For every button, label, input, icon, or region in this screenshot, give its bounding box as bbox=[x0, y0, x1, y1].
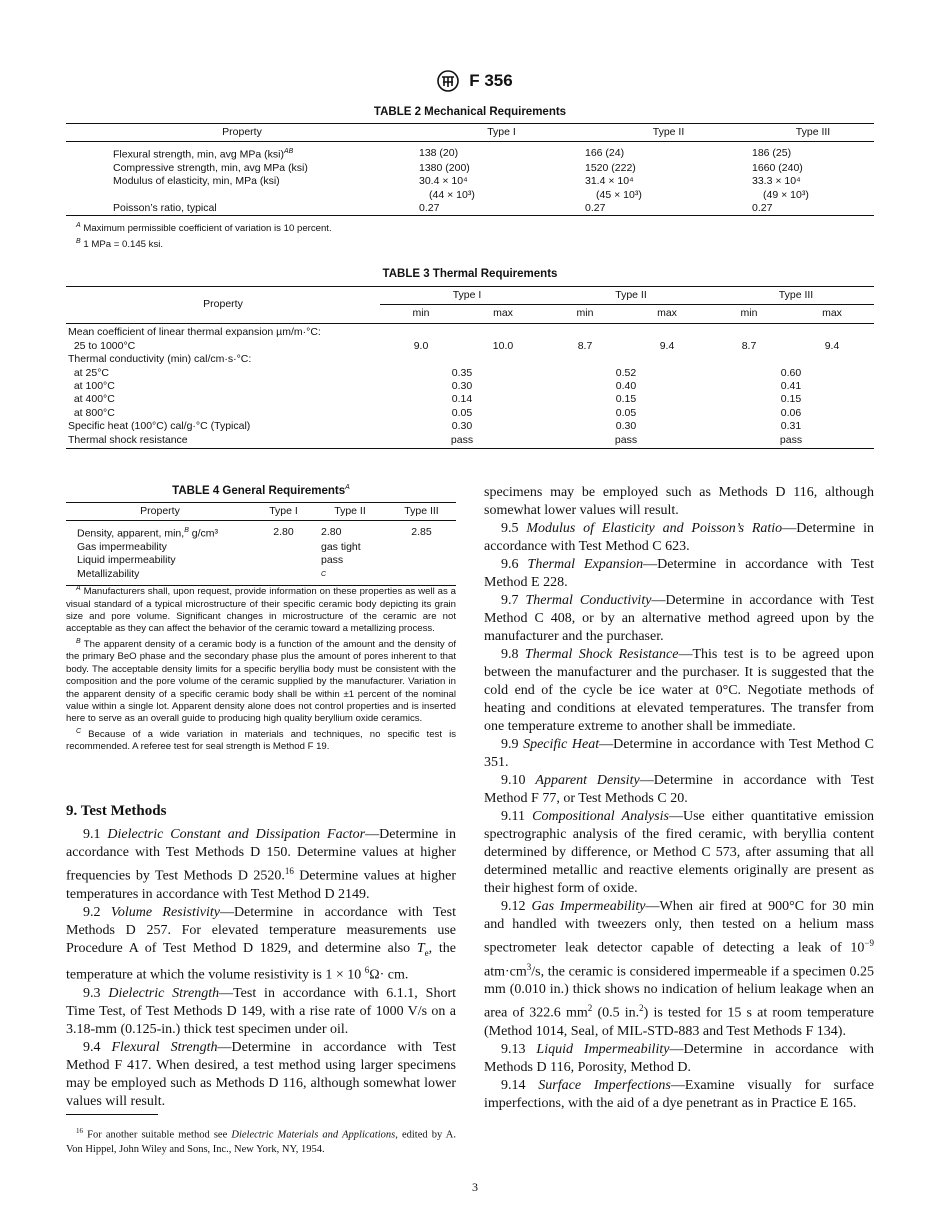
table3-cell: at 100°C bbox=[68, 379, 115, 392]
footnote: $^B$ 1 MPa = 0.145 ksi. bbox=[76, 237, 164, 250]
table3-cell: 25 to 1000°C bbox=[68, 339, 136, 352]
footnote-16: $^{16}$ For another suitable method see Dielectric Materials and Applications, edited by A. Von Hippel, John Wiley and Sons, Inc., New York, NY, 1954. bbox=[66, 1127, 456, 1155]
table2-cell: Poisson’s ratio, typical bbox=[113, 202, 217, 215]
table-row bbox=[66, 420, 874, 433]
footnote-ref: AB bbox=[283, 147, 294, 155]
standard-designation: F 356 bbox=[469, 71, 513, 90]
table3-cell: Specific heat (100°C) cal/g·°C (Typical) bbox=[68, 420, 251, 433]
table3-cell: 9.4 bbox=[659, 339, 675, 352]
paragraph-9-13: 9.13 Liquid Impermeability—Determine in accordance with Methods D 116, Porosity, Method D. bbox=[484, 1041, 874, 1075]
table4-cell: 2.85 bbox=[411, 525, 432, 538]
table3-cell: pass bbox=[450, 433, 474, 446]
table2-cell: 30.4 × 10⁴ bbox=[419, 175, 468, 188]
table-row bbox=[66, 202, 874, 216]
table-row bbox=[66, 434, 874, 447]
table-row bbox=[66, 353, 874, 366]
table-row: Gas impermeability gas tight bbox=[66, 541, 456, 554]
table4-header-type3: Type III bbox=[387, 503, 456, 521]
table-row: Liquid impermeability pass bbox=[66, 554, 456, 567]
table4-header-property: Property bbox=[66, 503, 254, 521]
table2-cell: 1660 (240) bbox=[752, 161, 803, 174]
table2-cell: 186 (25) bbox=[752, 146, 792, 159]
table4-caption: TABLE 4 General Requirements$^A$ bbox=[172, 484, 350, 497]
table2-caption: TABLE 2 Mechanical Requirements bbox=[373, 106, 567, 118]
table2-cell: 138 (20) bbox=[419, 146, 459, 159]
table4-cell bbox=[387, 554, 456, 567]
table2-cell bbox=[66, 189, 418, 202]
table3-header-max: max bbox=[626, 305, 708, 323]
table2-cell: 166 (24) bbox=[585, 146, 625, 159]
table3-cell: 9.0 bbox=[413, 339, 429, 352]
footnote: $^C$ Because of a wide variation in materials and techniques, no specific test is recommended. A referee test for seal strength is Method F 19. bbox=[66, 727, 456, 753]
table2-cell: (44 × 10³) bbox=[429, 188, 475, 201]
table2-footnotes bbox=[76, 220, 866, 251]
table2-header-type1: Type I bbox=[418, 124, 585, 142]
table-row bbox=[66, 162, 874, 175]
table2 bbox=[66, 123, 874, 216]
paragraph-9-14: 9.14 Surface Imperfections—Examine visually for surface imperfections, with the aid of a dye penetrant as in Practice E 165. bbox=[484, 1077, 875, 1111]
table4-cell bbox=[254, 554, 313, 567]
paragraph-9-10: 9.10 Apparent Density—Determine in accordance with Test Method F 77, or Test Methods C 20. bbox=[484, 773, 875, 806]
table-row bbox=[66, 145, 874, 162]
table2-cell: (45 × 10³) bbox=[596, 188, 642, 201]
table2-cell: Modulus of elasticity, min, MPa (ksi) bbox=[113, 175, 280, 188]
table3-cell: 10.0 bbox=[492, 339, 514, 352]
table2-cell: 0.27 bbox=[419, 202, 440, 215]
table3-header-min: min bbox=[544, 305, 626, 323]
table2-header-type3: Type III bbox=[752, 124, 874, 142]
table-row bbox=[66, 380, 874, 393]
table3-cell: Mean coefficient of linear thermal expansion µm/m·°C: bbox=[68, 326, 321, 339]
paragraph-9-6: 9.6 Thermal Expansion—Determine in accordance with Test Method E 228. bbox=[484, 557, 874, 590]
table3 bbox=[66, 286, 874, 449]
paragraph-9-5: 9.5 Modulus of Elasticity and Poisson’s Ratio—Determine in accordance with Test Method C 623. bbox=[484, 521, 874, 554]
table3-header-type3: Type III bbox=[708, 287, 874, 305]
footnote: $^B$ The apparent density of a ceramic body is a function of the amount and the density of the primary BeO phase and the secondary phase plus the amount of pores inherent to that body. The acceptable density limits for a specific beryllia body must be consistent with the composition and the pore volume of the ceramic supplied by the manufacturer. Variation in the apparent density of a specific ceramic body shall be within ±1 percent of the nominal value within a single lot. Apparent density alone does not control properties and is inserted here to serve as an overall guide to producing high quality beryllium oxide ceramics. bbox=[66, 637, 456, 725]
section-heading: 9. Test Methods bbox=[66, 803, 167, 819]
table3-cell: 0.40 bbox=[615, 379, 637, 392]
table3-cell: at 800°C bbox=[68, 406, 115, 419]
table-row: Density, apparent, min,$^B$ g/cm³ 2.80 2.80 2.85 bbox=[66, 524, 456, 541]
table3-cell: 0.35 bbox=[451, 366, 473, 379]
table3-cell: at 25°C bbox=[68, 366, 109, 379]
table2-cell: 0.27 bbox=[585, 202, 606, 215]
left-column bbox=[66, 826, 456, 1110]
right-column bbox=[484, 484, 874, 1113]
table2-cell: (49 × 10³) bbox=[763, 188, 809, 201]
table4-cell bbox=[254, 541, 313, 554]
page-header bbox=[0, 70, 950, 92]
table3-cell: 0.52 bbox=[615, 366, 637, 379]
table-row bbox=[66, 367, 874, 380]
table3-header-min: min bbox=[708, 305, 790, 323]
table4-cell: 2.80 bbox=[273, 525, 294, 538]
table4 bbox=[66, 502, 456, 586]
table-row bbox=[66, 175, 874, 188]
table2-header-property: Property bbox=[66, 124, 418, 142]
table3-header-min: min bbox=[380, 305, 462, 323]
table3-header-max: max bbox=[790, 305, 874, 323]
table3-cell: pass bbox=[779, 433, 803, 446]
table3-cell: 0.30 bbox=[451, 420, 473, 433]
table3-header-max: max bbox=[462, 305, 544, 323]
table-row bbox=[66, 393, 874, 406]
table2-cell: 1380 (200) bbox=[419, 161, 470, 174]
table3-cell: 8.7 bbox=[577, 339, 593, 352]
paragraph-9-8: 9.8 Thermal Shock Resistance—This test is to be agreed upon between the manufacturer and the purchaser. It is suggested that the cold end of the cycle be ice water at 0°C. Negotiate methods of heating and conditions at elevated temperatures. The transfer from one temperature extreme to another shall be immediate. bbox=[484, 647, 875, 734]
paragraph-9-11: 9.11 Compositional Analysis—Use either quantitative emission spectrographic analysis of the fired ceramic, with beryllia content determined by difference, or Method C 573, after assuming that all determined metallic and reactive elements originally are present as their highest form of oxide. bbox=[484, 809, 874, 896]
astm-logo-icon bbox=[437, 70, 459, 92]
table4-cell: pass bbox=[321, 554, 344, 567]
footnote: $^A$ Manufacturers shall, upon request, provide information on these properties as well as a visual standard of a typical microstructure of their specific ceramic body depicting its grain size and pore volume. Significant changes in microstructure of the ceramic are not acceptable as they can affect the behavior of the ceramic toward a metallizing process. bbox=[66, 585, 456, 635]
paragraph-9-4: 9.4 Flexural Strength—Determine in accordance with Test Method F 417. When desired, a test method using larger specimens may be employed such as Methods D 116, although somewhat lower values will result. bbox=[66, 1040, 456, 1110]
table3-cell: 0.05 bbox=[615, 406, 637, 419]
table3-header-type1: Type I bbox=[380, 287, 544, 305]
page-number: 3 bbox=[472, 1180, 478, 1194]
table-row: Metallizability $^C$ bbox=[66, 568, 456, 585]
table3-cell: 0.60 bbox=[780, 366, 802, 379]
table4-header-type2: Type II bbox=[313, 503, 387, 521]
table3-caption: TABLE 3 Thermal Requirements bbox=[382, 268, 558, 280]
table2-cell: 31.4 × 10⁴ bbox=[585, 175, 634, 188]
footnote-rule bbox=[66, 1114, 158, 1115]
paragraph-9-1: 9.1 Dielectric Constant and Dissipation Factor—Determine in accordance with Test Methods D 150. Determine values at higher frequencies by Test Methods D 2520.16 Determine values at higher temperatures in accordance with Test Method D 2149. bbox=[66, 827, 456, 902]
table2-header-type2: Type II bbox=[585, 124, 752, 142]
table3-cell: 0.14 bbox=[451, 393, 473, 406]
paragraph-9-7: 9.7 Thermal Conductivity—Determine in accordance with Test Method C 408, or by an alternative method agreed upon by the manufacturer and the purchaser. bbox=[484, 593, 874, 644]
paragraph-9-9: 9.9 Specific Heat—Determine in accordance with Test Method C 351. bbox=[484, 737, 875, 770]
paragraph-9-12: 9.12 Gas Impermeability—When air fired at 900°C for 30 min and handled with tweezers only, then tested on a helium mass spectrometer leak detector capable of detecting a leak of $10^{-9}$ $atm\cdot cm^3/s$, the ceramic is considered impermeable if a specimen 0.25 mm (0.010 in.) thick shows no indication of helium leakage when an area of 322.6 $mm^2$ (0.5 in.$^2$) is tested for 15 s at room temperature (Method 1014, Seal, of MIL-STD-883 and Test Methods F 134). bbox=[484, 899, 875, 1039]
table3-cell: 0.15 bbox=[780, 393, 802, 406]
table2-cell: 33.3 × 10⁴ bbox=[752, 175, 801, 188]
table3-cell: 0.06 bbox=[780, 406, 802, 419]
footnote-ref: C bbox=[321, 570, 327, 578]
table3-cell: pass bbox=[614, 433, 638, 446]
paragraph-9-2: 9.2 Volume Resistivity—Determine in accordance with Test Methods D 257. For elevated temperature measurements use Procedure A of Test Method D 1829, and determine also $T_e$, the temperature at which the volume resistivity is 1 × 10 $^6$Ω· cm. bbox=[66, 904, 456, 984]
table3-cell: 0.15 bbox=[615, 393, 637, 406]
table3-cell: at 400°C bbox=[68, 393, 115, 406]
table-row bbox=[66, 340, 874, 353]
table3-cell: 0.30 bbox=[451, 379, 473, 392]
table3-cell: Thermal shock resistance bbox=[68, 433, 188, 446]
table3-header-property: Property bbox=[66, 287, 380, 324]
table4-footnotes bbox=[66, 583, 456, 754]
table2-cell: Flexural strength, min, avg MPa (ksi) bbox=[113, 148, 284, 161]
table3-cell: 8.7 bbox=[741, 339, 757, 352]
table-row bbox=[66, 326, 874, 339]
table2-cell: Compressive strength, min, avg MPa (ksi) bbox=[113, 161, 308, 174]
table3-cell: 0.31 bbox=[780, 420, 802, 433]
table-row bbox=[66, 189, 874, 202]
paragraph-9-3: 9.3 Dielectric Strength—Test in accordance with 6.1.1, Short Time Test, of Test Methods D 149, with a rise rate of 1000 V/s on a 3.18-mm (0.125-in.) thick test specimen under oil. bbox=[66, 986, 456, 1038]
table4-header-type1: Type I bbox=[254, 503, 313, 521]
table4-cell bbox=[387, 541, 456, 554]
table3-cell: 0.05 bbox=[451, 406, 473, 419]
table3-cell: 0.30 bbox=[615, 420, 637, 433]
table-row bbox=[66, 407, 874, 420]
table3-cell: 9.4 bbox=[824, 339, 840, 352]
table3-cell: Thermal conductivity (min) cal/cm·s·°C: bbox=[68, 353, 252, 366]
paragraph-9-4-cont: specimens may be employed such as Methods D 116, although somewhat lower values will result. bbox=[484, 485, 874, 518]
table2-cell: 0.27 bbox=[752, 202, 773, 215]
table4-cell: 2.80 bbox=[321, 525, 342, 538]
table2-cell: 1520 (222) bbox=[585, 161, 636, 174]
table4-cell: gas tight bbox=[321, 540, 361, 553]
footnote: $^A$ Maximum permissible coefficient of variation is 10 percent. bbox=[76, 222, 332, 235]
table3-cell: 0.41 bbox=[780, 379, 802, 392]
table3-header-type2: Type II bbox=[544, 287, 708, 305]
